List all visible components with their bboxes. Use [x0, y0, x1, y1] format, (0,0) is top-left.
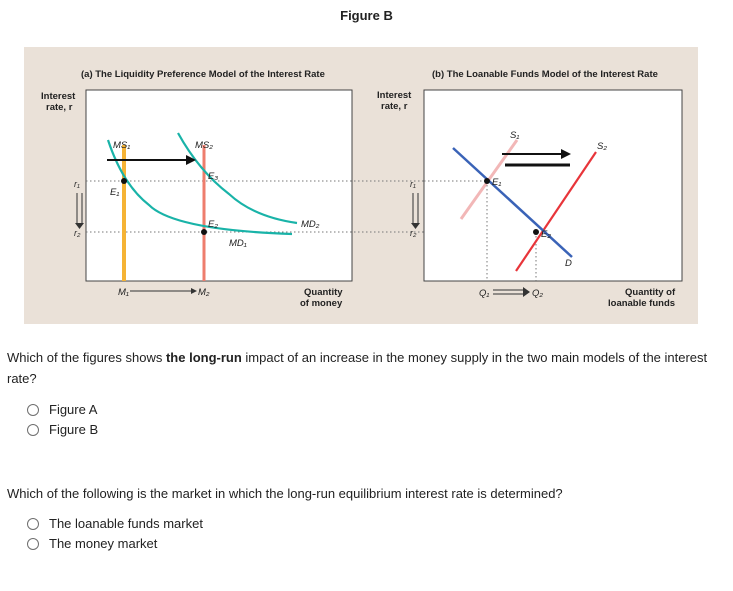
e2-point: [201, 229, 207, 235]
md1-label: MD₁: [229, 238, 247, 249]
panel-a-x-label: Quantity: [304, 287, 343, 298]
q1-option-figure-a-label: Figure A: [49, 402, 98, 417]
panel-b-title: (b) The Loanable Funds Model of the Interest Rate: [432, 69, 658, 80]
question-2-text: Which of the following is the market in which the long-run equilibrium interest rate is determined?: [7, 486, 563, 501]
lf-e1-point: [484, 178, 490, 184]
q1-option-figure-a[interactable]: [27, 402, 97, 417]
q1-text-before: Which of the figures shows: [7, 350, 166, 365]
panel-b-plot-area: [424, 90, 682, 281]
q2-option-loanable-funds[interactable]: [27, 516, 203, 531]
s1-label: S₁: [510, 130, 520, 141]
panel-b-x-label-2: loanable funds: [608, 298, 676, 309]
demand-label: D: [565, 258, 572, 269]
q2-option-loanable-funds-label: The loanable funds market: [49, 516, 203, 531]
q2-option-loanable-funds-radio[interactable]: [27, 518, 39, 530]
panel-b-y-label-2: rate, r: [381, 101, 408, 112]
panel-a-y-label-2: rate, r: [46, 102, 73, 113]
lf-e2-label: E₂: [541, 229, 551, 240]
e2-label: E₂: [208, 219, 218, 230]
q1-text-bold: the long-run: [165, 350, 242, 365]
panel-b-r1-label: r₁: [410, 179, 416, 189]
panel-b-r2-label: r₂: [410, 228, 417, 238]
q1-label: Q₁: [479, 288, 490, 299]
q1-text-after: impact of an increase in the money supply in the two main models of the interest rate?: [7, 350, 708, 386]
s2-label: S₂: [597, 141, 607, 152]
panel-a-title: (a) The Liquidity Preference Model of the Interest Rate: [81, 69, 325, 80]
m-shift-arrow: [130, 288, 197, 294]
lf-e2-point: [533, 229, 539, 235]
ms2-label: MS₂: [195, 140, 213, 151]
panel-b-y-label: Interest: [377, 90, 412, 101]
ms1-label: MS₁: [113, 140, 131, 151]
panel-a-x-label-2: of money: [300, 298, 343, 309]
panel-a-r2-label: r₂: [74, 228, 81, 238]
lf-e1-label: E₁: [492, 177, 502, 188]
question-1-text: [7, 347, 717, 389]
q2-option-money-market-label: The money market: [49, 536, 158, 551]
panel-a-r1-label: r₁: [74, 179, 80, 189]
m1-label: M₁: [118, 287, 129, 298]
panel-b-x-label: Quantity of: [625, 287, 676, 298]
q2-option-money-market-radio[interactable]: [27, 538, 39, 550]
md2-label: MD₂: [301, 219, 320, 230]
figure-title: Figure B: [340, 8, 393, 23]
e1-label: E₁: [110, 187, 120, 198]
q1-option-figure-b[interactable]: [27, 422, 98, 437]
panel-a-y-label: Interest: [41, 91, 76, 102]
q2-option-money-market[interactable]: [27, 536, 157, 551]
e3-label: E₃: [208, 171, 219, 182]
e1-point: [121, 178, 127, 184]
m2-label: M₂: [198, 287, 210, 298]
figure-image: [24, 47, 698, 324]
q1-option-figure-b-radio[interactable]: [27, 424, 39, 436]
q-shift-arrow: [493, 287, 530, 297]
panel-a-rate-arrow: [75, 193, 84, 229]
q1-option-figure-a-radio[interactable]: [27, 404, 39, 416]
q1-option-figure-b-label: Figure B: [49, 422, 99, 437]
panel-b-rate-arrow: [411, 193, 420, 229]
q2-label: Q₂: [532, 288, 544, 299]
